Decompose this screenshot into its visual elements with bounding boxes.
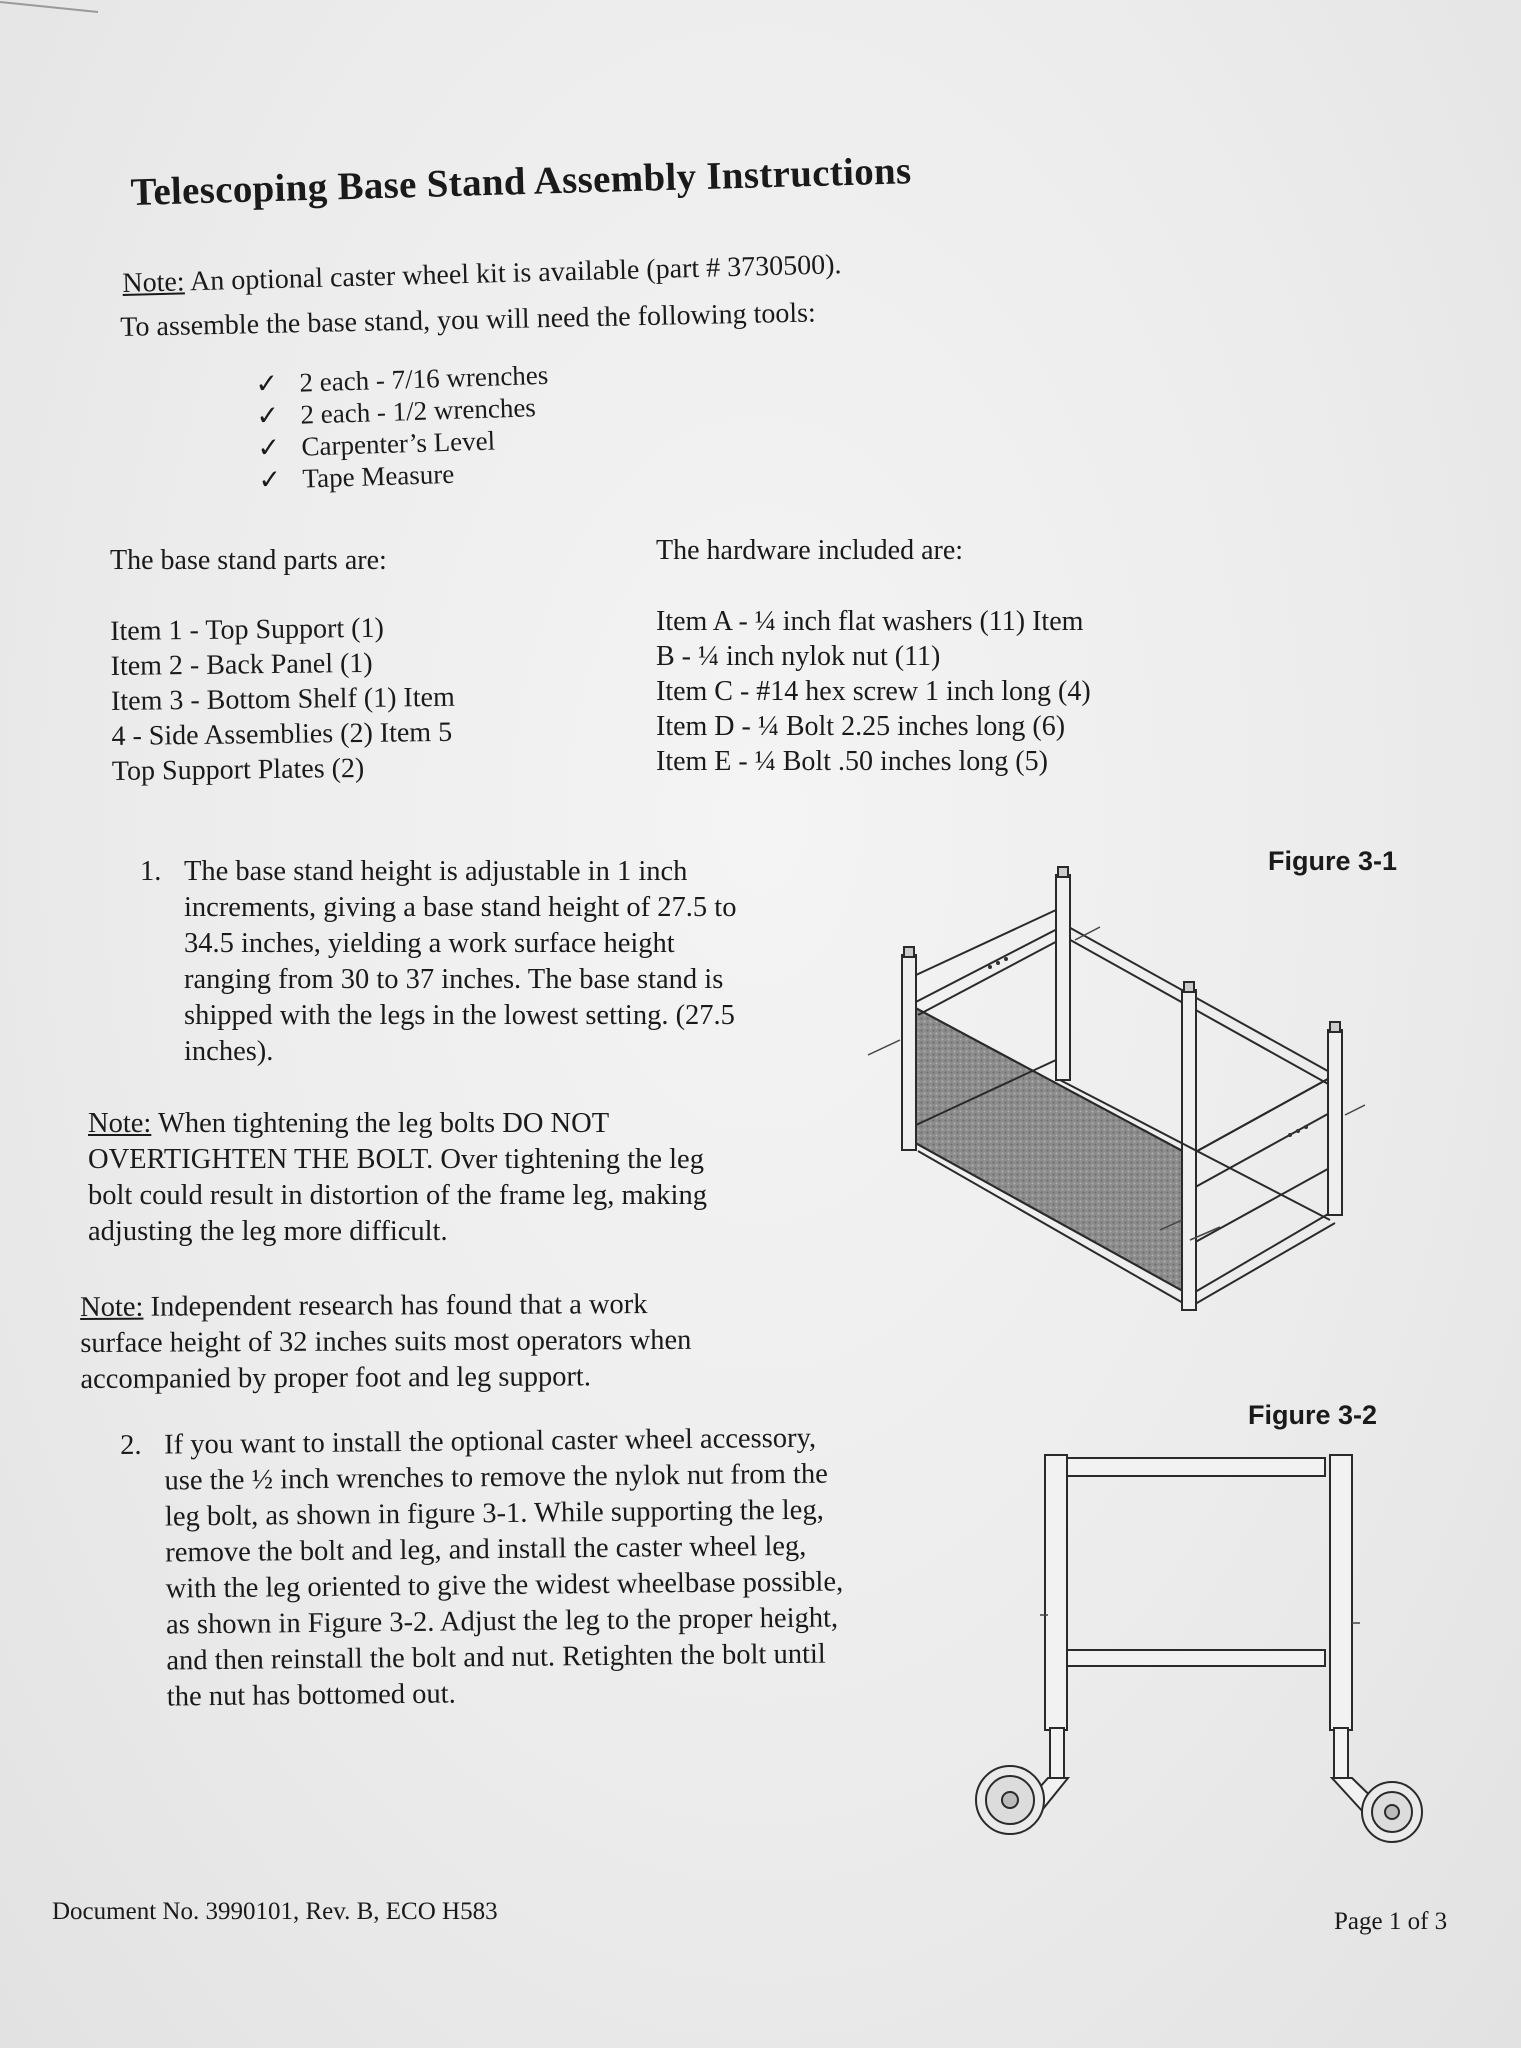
document-title: Telescoping Base Stand Assembly Instructions	[130, 149, 913, 214]
step-line: ranging from 30 to 37 inches. The base stand is	[184, 964, 724, 995]
note-line	[80, 1287, 691, 1326]
note-label: Note:	[122, 266, 186, 299]
figure-3-2-label: Figure 3-2	[1248, 1400, 1378, 1430]
step-line: If you want to install the optional caster wheel accessory,	[164, 1422, 817, 1461]
step-line: increments, giving a base stand height of 27.5 to	[184, 892, 737, 923]
note-text: An optional caster wheel kit is available (part # 3730500).	[184, 249, 842, 298]
step-line: leg bolt, as shown in figure 3-1. While supporting the leg,	[164, 1494, 824, 1533]
note-text: Independent research has found that a work	[143, 1289, 648, 1323]
hardware-list	[656, 604, 1091, 779]
parts-line: Item 1 - Top Support (1)	[110, 612, 384, 647]
parts-line: Item 2 - Back Panel (1)	[110, 647, 373, 682]
note-label: Note:	[80, 1291, 144, 1323]
hardware-line: Item E - ¼ Bolt .50 inches long (5)	[656, 746, 1048, 777]
hardware-line: Item C - #14 hex screw 1 inch long (4)	[656, 676, 1091, 707]
step-line: The base stand height is adjustable in 1 inch	[184, 856, 688, 887]
step-line: remove the bolt and leg, and install the caster wheel leg,	[165, 1530, 807, 1569]
tightening-note	[88, 1106, 707, 1250]
parts-heading: The base stand parts are:	[110, 545, 387, 576]
note-line: adjusting the leg more difficult.	[88, 1216, 448, 1247]
note-line	[88, 1106, 707, 1142]
hardware-line: B - ¼ inch nylok nut (11)	[656, 641, 941, 672]
document-number: Document No. 3990101, Rev. B, ECO H583	[52, 1898, 498, 1925]
page-number: Page 1 of 3	[1334, 1908, 1448, 1935]
step-1	[140, 854, 820, 1074]
step-2	[120, 1419, 963, 1728]
note-text: When tightening the leg bolts DO NOT	[151, 1108, 610, 1139]
paper-fold-mark	[0, 0, 100, 14]
step-line: and then reinstall the bolt and nut. Retighten the bolt until	[166, 1638, 826, 1677]
checkmark-icon: ✓	[256, 400, 280, 431]
hardware-heading: The hardware included are:	[656, 535, 964, 566]
step-line: with the leg oriented to give the widest wheelbase possible,	[165, 1566, 844, 1605]
caster-kit-note	[122, 249, 842, 300]
step-number: 1.	[140, 856, 162, 887]
tools-intro: To assemble the base stand, you will need the following tools:	[120, 297, 817, 343]
figure-3-2-caster-diagram	[960, 1440, 1440, 1860]
tool-text: Tape Measure	[302, 458, 455, 494]
hardware-line: Item D - ¼ Bolt 2.25 inches long (6)	[656, 711, 1066, 742]
figure-3-1-label: Figure 3-1	[1268, 846, 1398, 876]
note-label: Note:	[88, 1108, 152, 1139]
step-line: 34.5 inches, yielding a work surface height	[184, 928, 675, 959]
note-line: OVERTIGHTEN THE BOLT. Over tightening the leg	[88, 1144, 704, 1175]
step-line: use the ½ inch wrenches to remove the nylok nut from the	[164, 1458, 828, 1497]
hardware-line: Item A - ¼ inch flat washers (11) Item	[656, 606, 1084, 637]
tool-text: 2 each - 7/16 wrenches	[299, 359, 549, 398]
parts-line: Top Support Plates (2)	[111, 752, 365, 787]
step-text	[184, 854, 736, 1070]
parts-line: Item 3 - Bottom Shelf (1) Item	[110, 681, 455, 717]
checkmark-icon: ✓	[258, 464, 282, 495]
note-line: accompanied by proper foot and leg support.	[80, 1361, 592, 1395]
parts-list	[110, 610, 456, 789]
research-note	[80, 1287, 692, 1398]
step-text	[164, 1420, 844, 1715]
checkmark-icon: ✓	[257, 432, 281, 463]
tool-text: 2 each - 1/2 wrenches	[300, 392, 537, 430]
note-line: bolt could result in distortion of the frame leg, making	[88, 1180, 707, 1211]
step-line: the nut has bottomed out.	[166, 1678, 456, 1713]
note-line: surface height of 32 inches suits most operators when	[80, 1324, 692, 1359]
parts-line: 4 - Side Assemblies (2) Item 5	[111, 716, 453, 752]
tool-text: Carpenter’s Level	[301, 425, 496, 462]
step-line: shipped with the legs in the lowest setting. (27.5	[184, 1000, 735, 1031]
checkmark-icon: ✓	[255, 368, 279, 399]
step-line: as shown in Figure 3-2. Adjust the leg to the proper height,	[165, 1602, 839, 1641]
step-line: inches).	[184, 1036, 274, 1067]
step-number: 2.	[120, 1429, 142, 1461]
figure-3-1-stand-diagram	[860, 855, 1380, 1325]
tools-list	[255, 359, 552, 496]
